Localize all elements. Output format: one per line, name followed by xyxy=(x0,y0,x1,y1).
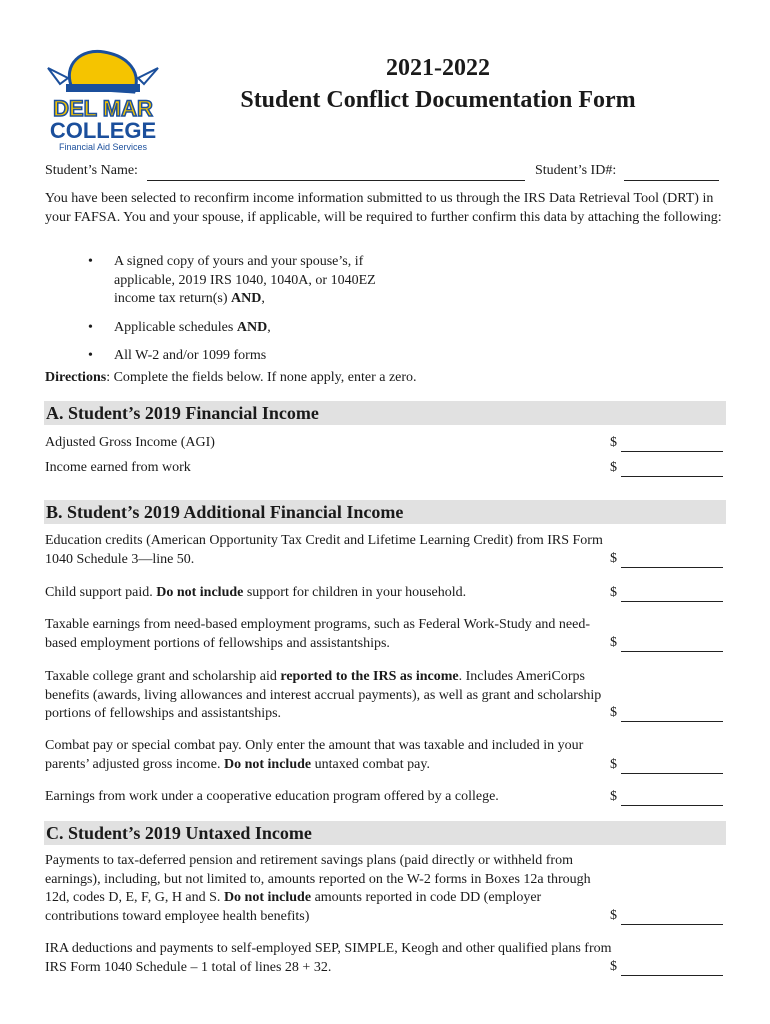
coop-earnings-field[interactable] xyxy=(621,791,723,806)
retirement-payments-amount: $ xyxy=(610,907,723,925)
list-item: • Applicable schedules AND, xyxy=(88,319,418,338)
education-credits-label: Education credits (American Opportunity Tax Credit and Lifetime Learning Credit) from IRS Form 1040 Schedule 3—line 50. xyxy=(45,533,603,567)
agi-label: Adjusted Gross Income (AGI) xyxy=(45,435,215,450)
student-id-label: Student’s ID#: xyxy=(534,163,617,178)
education-credits-field[interactable] xyxy=(621,553,723,568)
work-income-amount: $ xyxy=(610,459,723,477)
list-item xyxy=(88,347,418,366)
grant-scholarship-field[interactable] xyxy=(621,707,723,722)
form-title xyxy=(170,52,706,116)
bullet-text: A signed copy of yours and your spouse’s, if applicable, 2019 IRS 1040, 1040A, or 1040EZ income tax return(s) xyxy=(114,254,376,306)
coop-earnings-amount: $ xyxy=(610,788,723,806)
retirement-payments-label: Payments to tax-deferred pension and retirement savings plans (paid directly or withheld from earnings), including, but not limited to, amounts reported on the W-2 forms in Boxes 12a through 12d, codes D, E, F, G, H and S. Do not include amounts reported in code DD (employer contributions toward employee health benefits) xyxy=(45,853,591,924)
child-support-field[interactable] xyxy=(621,587,723,602)
work-income-field[interactable] xyxy=(621,462,723,477)
intro-paragraph: You have been selected to reconfirm income information submitted to us through the IRS Data Retrieval Tool (DRT) in your FAFSA. You and your spouse, if applicable, will be required to further confirm this data by attaching the following: xyxy=(45,191,722,225)
coop-earnings-label: Earnings from work under a cooperative education program offered by a college. xyxy=(45,789,499,804)
list-item: • A signed copy of yours and your spouse’s, if applicable, 2019 IRS 1040, 1040A, or 1040EZ income tax return(s) AND, xyxy=(88,254,376,306)
logo-line3: Financial Aid Services xyxy=(58,142,148,152)
ira-deductions-label: IRA deductions and payments to self-employed SEP, SIMPLE, Keogh and other qualified plans from IRS Form 1040 Schedule – 1 total of lines 28 + 32. xyxy=(45,941,612,975)
need-based-earnings-field[interactable] xyxy=(621,637,723,652)
logo-line1: DEL MAR xyxy=(53,96,153,121)
bullet-icon: • xyxy=(88,348,93,363)
student-id-field[interactable] xyxy=(624,166,719,181)
bullet-icon: • xyxy=(88,319,93,335)
bullet-bold-text: AND xyxy=(236,319,268,335)
ira-deductions-field[interactable] xyxy=(621,961,723,976)
retirement-payments-field[interactable] xyxy=(621,910,723,925)
logo-line2: COLLEGE xyxy=(49,118,157,143)
section-b-header: B. Student’s 2019 Additional Financial Income xyxy=(44,500,726,524)
form-name: Student Conflict Documentation Form xyxy=(240,87,636,113)
education-credits-amount: $ xyxy=(610,550,723,568)
need-based-earnings-amount: $ xyxy=(610,634,723,652)
directions-label: Directions xyxy=(45,370,107,385)
combat-pay-field[interactable] xyxy=(621,759,723,774)
child-support-label: Child support paid. Do not include support for children in your household. xyxy=(45,585,467,600)
bullet-icon: • xyxy=(88,254,93,269)
section-c-header: C. Student’s 2019 Untaxed Income xyxy=(44,821,726,845)
agi-amount: $ xyxy=(610,434,723,452)
work-income-label: Income earned from work xyxy=(45,460,191,475)
bullet-bold-text: AND xyxy=(231,291,262,306)
ira-deductions-amount: $ xyxy=(610,958,723,976)
del-mar-college-logo xyxy=(42,44,164,156)
combat-pay-amount: $ xyxy=(610,756,723,774)
bullet-text: Applicable schedules xyxy=(114,319,234,335)
form-year: 2021-2022 xyxy=(386,55,490,81)
student-info-line xyxy=(45,162,725,181)
grant-scholarship-amount: $ xyxy=(610,704,723,722)
combat-pay-label: Combat pay or special combat pay. Only enter the amount that was taxable and included in your parents’ adjusted gross income. Do not include untaxed combat pay. xyxy=(45,738,584,772)
agi-amount-field[interactable] xyxy=(621,437,723,452)
grant-scholarship-label: Taxable college grant and scholarship aid reported to the IRS as income. Includes AmeriCorps benefits (awards, living allowances and interest accrual payments), as well as grant and scholarship portions of fellowships and assistantships. xyxy=(45,669,602,721)
need-based-earnings-label: Taxable earnings from need-based employment programs, such as Federal Work-Study and need-based employment portions of fellowships and assistantships. xyxy=(45,617,591,651)
child-support-amount: $ xyxy=(610,584,723,602)
bullet-text: All W-2 and/or 1099 forms xyxy=(114,348,267,363)
section-a-header: A. Student’s 2019 Financial Income xyxy=(44,401,726,425)
directions-text: : Complete the fields below. If none apply, enter a zero. xyxy=(106,370,417,385)
student-name-field[interactable] xyxy=(147,166,525,181)
required-documents-list xyxy=(88,253,418,376)
student-name-label: Student’s Name: xyxy=(45,163,138,178)
directions xyxy=(45,369,417,388)
